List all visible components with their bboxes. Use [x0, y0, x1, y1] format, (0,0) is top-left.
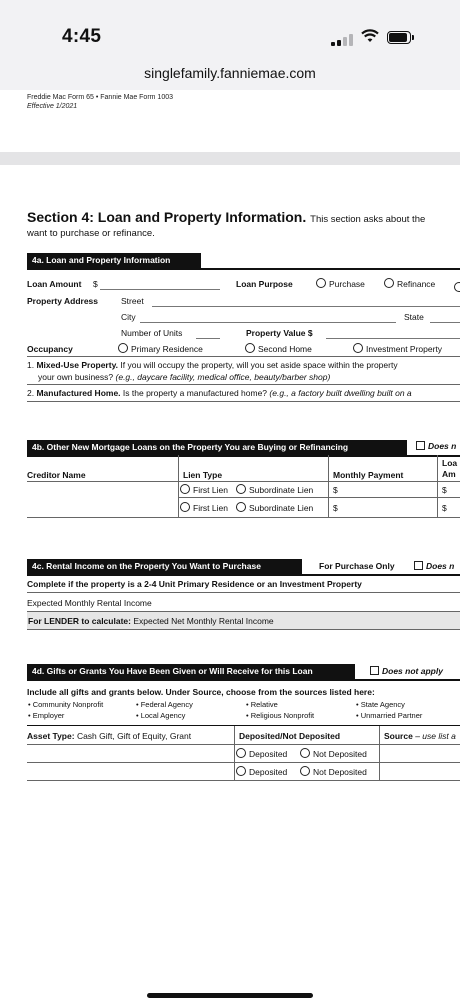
- loan-amount-input[interactable]: [100, 289, 220, 290]
- table-row-line: [27, 780, 460, 781]
- deposited-radio[interactable]: [236, 766, 246, 776]
- source-header-text: – use list a: [415, 731, 456, 741]
- question-text: your own business?: [38, 372, 114, 382]
- divider: [27, 401, 460, 402]
- source-option: • Relative: [246, 700, 278, 709]
- asset-type-text: Cash Gift, Gift of Equity, Grant: [76, 731, 192, 741]
- form-effective-date: Effective 1/2021: [27, 103, 78, 110]
- not-deposited-radio[interactable]: [300, 766, 310, 776]
- primary-residence-label: Primary Residence: [131, 344, 203, 354]
- question-title: Mixed-Use Property.: [36, 360, 119, 370]
- table-vline: [437, 455, 438, 497]
- pdf-page[interactable]: [0, 165, 460, 1000]
- property-value-input[interactable]: [326, 338, 460, 339]
- section-title-text: Section 4: Loan and Property Information.: [27, 209, 307, 225]
- first-lien-option[interactable]: [180, 484, 228, 495]
- not-deposited-option[interactable]: [300, 748, 367, 759]
- table-vline: [437, 497, 438, 517]
- source-option: • Federal Agency: [136, 700, 193, 709]
- street-input[interactable]: [152, 306, 460, 307]
- deposited-label: Deposited: [249, 749, 288, 759]
- first-lien-radio[interactable]: [180, 502, 190, 512]
- table-row-line: [27, 517, 460, 518]
- deposited-radio[interactable]: [236, 748, 246, 758]
- rental-instruction: Complete if the property is a 2-4 Unit Primary Residence or an Investment Property: [27, 579, 362, 589]
- monthly-payment-header: Monthly Payment: [333, 470, 404, 480]
- primary-residence-radio[interactable]: [118, 343, 128, 353]
- investment-property-option[interactable]: [353, 343, 442, 354]
- question-mixed-use: [27, 360, 398, 370]
- second-home-label: Second Home: [258, 344, 312, 354]
- city-label: City: [121, 312, 136, 322]
- section-4d-header: 4d. Gifts or Grants You Have Been Given or Will Receive for this Loan: [27, 664, 355, 679]
- source-option: • Religious Nonprofit: [246, 711, 315, 720]
- property-value-label: Property Value $: [246, 328, 313, 338]
- lien-type-header: Lien Type: [183, 470, 223, 480]
- does-not-apply-label: Does not apply: [382, 666, 443, 676]
- investment-property-label: Investment Property: [366, 344, 443, 354]
- question-example: (e.g., a factory built dwelling built on a: [269, 388, 412, 398]
- section-4c-rule: [27, 574, 460, 576]
- table-row-line: [27, 762, 460, 763]
- refinance-radio[interactable]: [384, 278, 394, 288]
- url-text: singlefamily.fanniemae.com: [144, 65, 316, 81]
- question-mixed-use-line2: [38, 372, 330, 382]
- table-row-line: [27, 481, 460, 482]
- refinance-label: Refinance: [397, 279, 436, 289]
- state-label: State: [404, 312, 424, 322]
- table-top-rule: [27, 725, 460, 726]
- form-header: [27, 93, 173, 111]
- subordinate-lien-option[interactable]: [236, 484, 313, 495]
- table-vline: [234, 726, 235, 781]
- first-lien-label: First Lien: [193, 485, 228, 495]
- section-4b-rule: [27, 455, 460, 457]
- question-number: 1.: [27, 360, 35, 370]
- other-purpose-option[interactable]: [454, 278, 460, 296]
- gifts-instruction: Include all gifts and grants below. Under Source, choose from the sources listed here:: [27, 687, 375, 697]
- first-lien-radio[interactable]: [180, 484, 190, 494]
- creditor-name-header: Creditor Name: [27, 470, 86, 480]
- status-time: 4:45: [62, 26, 102, 47]
- subordinate-lien-radio[interactable]: [236, 502, 246, 512]
- question-example: (e.g., daycare facility, medical office, beauty/barber shop): [115, 372, 331, 382]
- for-purchase-only: For Purchase Only: [319, 561, 395, 571]
- deposited-header: Deposited/Not Deposited: [239, 731, 341, 741]
- deposited-label: Deposited: [249, 767, 288, 777]
- not-deposited-option[interactable]: [300, 766, 367, 777]
- lender-calc-label: [28, 616, 274, 626]
- city-input[interactable]: [140, 322, 396, 323]
- does-not-apply-checkbox[interactable]: [370, 666, 379, 675]
- subordinate-lien-label: Subordinate Lien: [249, 503, 314, 513]
- refinance-option[interactable]: [384, 278, 435, 289]
- asset-type-header: [27, 731, 191, 741]
- question-text: If you will occupy the property, will you set aside space within the property: [120, 360, 398, 370]
- deposited-option[interactable]: [236, 748, 287, 759]
- divider: [27, 592, 460, 593]
- subordinate-lien-option[interactable]: [236, 502, 313, 513]
- does-not-apply-4c[interactable]: [414, 561, 454, 571]
- property-address-label: Property Address: [27, 296, 99, 306]
- does-not-apply-4b[interactable]: [416, 441, 456, 451]
- street-label: Street: [121, 296, 144, 306]
- source-option: • Community Nonprofit: [28, 700, 104, 709]
- expected-rental-income-label: Expected Monthly Rental Income: [27, 598, 152, 608]
- units-label: Number of Units: [121, 328, 183, 338]
- does-not-apply-checkbox[interactable]: [416, 441, 425, 450]
- form-numbers: Freddie Mac Form 65 • Fannie Mae Form 1003: [27, 94, 174, 101]
- payment-dollar: $: [333, 485, 338, 495]
- wifi-icon: [361, 29, 379, 43]
- divider: [27, 384, 460, 385]
- does-not-apply-label: Does n: [428, 441, 457, 451]
- page-gap: [0, 152, 460, 165]
- lender-calc-bold: For LENDER to calculate:: [28, 616, 131, 626]
- table-vline: [328, 455, 329, 497]
- source-option: • State Agency: [356, 700, 405, 709]
- loan-amount-header: Loa: [442, 458, 458, 468]
- table-row-line: [27, 744, 460, 745]
- pdf-page-previous: [0, 90, 460, 152]
- source-option: • Unmarried Partner: [356, 711, 423, 720]
- section-description: This section asks about the: [310, 214, 426, 225]
- section-subtitle: want to purchase or refinance.: [27, 228, 155, 239]
- does-not-apply-label: Does n: [426, 561, 455, 571]
- source-option: • Employer: [28, 711, 65, 720]
- battery-icon: [387, 31, 411, 44]
- question-title: Manufactured Home.: [36, 388, 121, 398]
- does-not-apply-4d[interactable]: [370, 666, 443, 676]
- not-deposited-label: Not Deposited: [313, 749, 367, 759]
- question-number: 2.: [27, 388, 35, 398]
- subordinate-lien-radio[interactable]: [236, 484, 246, 494]
- section-title: [27, 209, 425, 225]
- question-text: Is the property a manufactured home?: [122, 388, 268, 398]
- primary-residence-option[interactable]: [118, 343, 203, 354]
- cellular-signal-icon: [331, 34, 353, 46]
- second-home-option[interactable]: [245, 343, 312, 354]
- section-4c-header: 4c. Rental Income on the Property You Want to Purchase: [27, 559, 302, 574]
- table-vline: [328, 497, 329, 517]
- purchase-label: Purchase: [329, 279, 365, 289]
- source-option: • Local Agency: [136, 711, 186, 720]
- subordinate-lien-label: Subordinate Lien: [249, 485, 314, 495]
- deposited-option[interactable]: [236, 766, 287, 777]
- section-4b-header: 4b. Other New Mortgage Loans on the Property You are Buying or Refinancing: [27, 440, 407, 455]
- source-header-bold: Source: [384, 731, 413, 741]
- units-input[interactable]: [196, 338, 220, 339]
- first-lien-label: First Lien: [193, 503, 228, 513]
- home-indicator[interactable]: [147, 993, 313, 998]
- not-deposited-radio[interactable]: [300, 748, 310, 758]
- asset-type-bold: Asset Type:: [27, 731, 75, 741]
- source-header: [384, 731, 456, 741]
- investment-property-radio[interactable]: [353, 343, 363, 353]
- lender-calc-text: Expected Net Monthly Rental Income: [133, 616, 274, 626]
- section-4a-header: 4a. Loan and Property Information: [27, 253, 201, 268]
- purchase-radio[interactable]: [316, 278, 326, 288]
- address-bar[interactable]: [0, 60, 460, 90]
- table-vline: [178, 455, 179, 497]
- table-row-line: [178, 497, 460, 498]
- loan-amount-dollar: $: [93, 279, 98, 289]
- first-lien-option[interactable]: [180, 502, 228, 513]
- not-deposited-label: Not Deposited: [313, 767, 367, 777]
- payment-dollar: $: [333, 503, 338, 513]
- amount-dollar: $: [442, 503, 447, 513]
- other-purpose-radio[interactable]: [454, 282, 460, 292]
- loan-amount-label: Loan Amount: [27, 279, 82, 289]
- table-vline: [379, 726, 380, 781]
- second-home-radio[interactable]: [245, 343, 255, 353]
- state-input[interactable]: [430, 322, 460, 323]
- purchase-option[interactable]: [316, 278, 365, 289]
- loan-purpose-label: Loan Purpose: [236, 279, 293, 289]
- loan-amount-header-line2: Am: [442, 469, 456, 479]
- section-4a-rule: [27, 268, 460, 270]
- amount-dollar: $: [442, 485, 447, 495]
- does-not-apply-checkbox[interactable]: [414, 561, 423, 570]
- divider: [27, 356, 460, 357]
- divider: [27, 629, 460, 630]
- question-manufactured-home: [27, 388, 412, 398]
- section-4d-rule: [27, 679, 460, 681]
- status-bar: [0, 0, 460, 60]
- occupancy-label: Occupancy: [27, 344, 73, 354]
- table-vline: [178, 497, 179, 517]
